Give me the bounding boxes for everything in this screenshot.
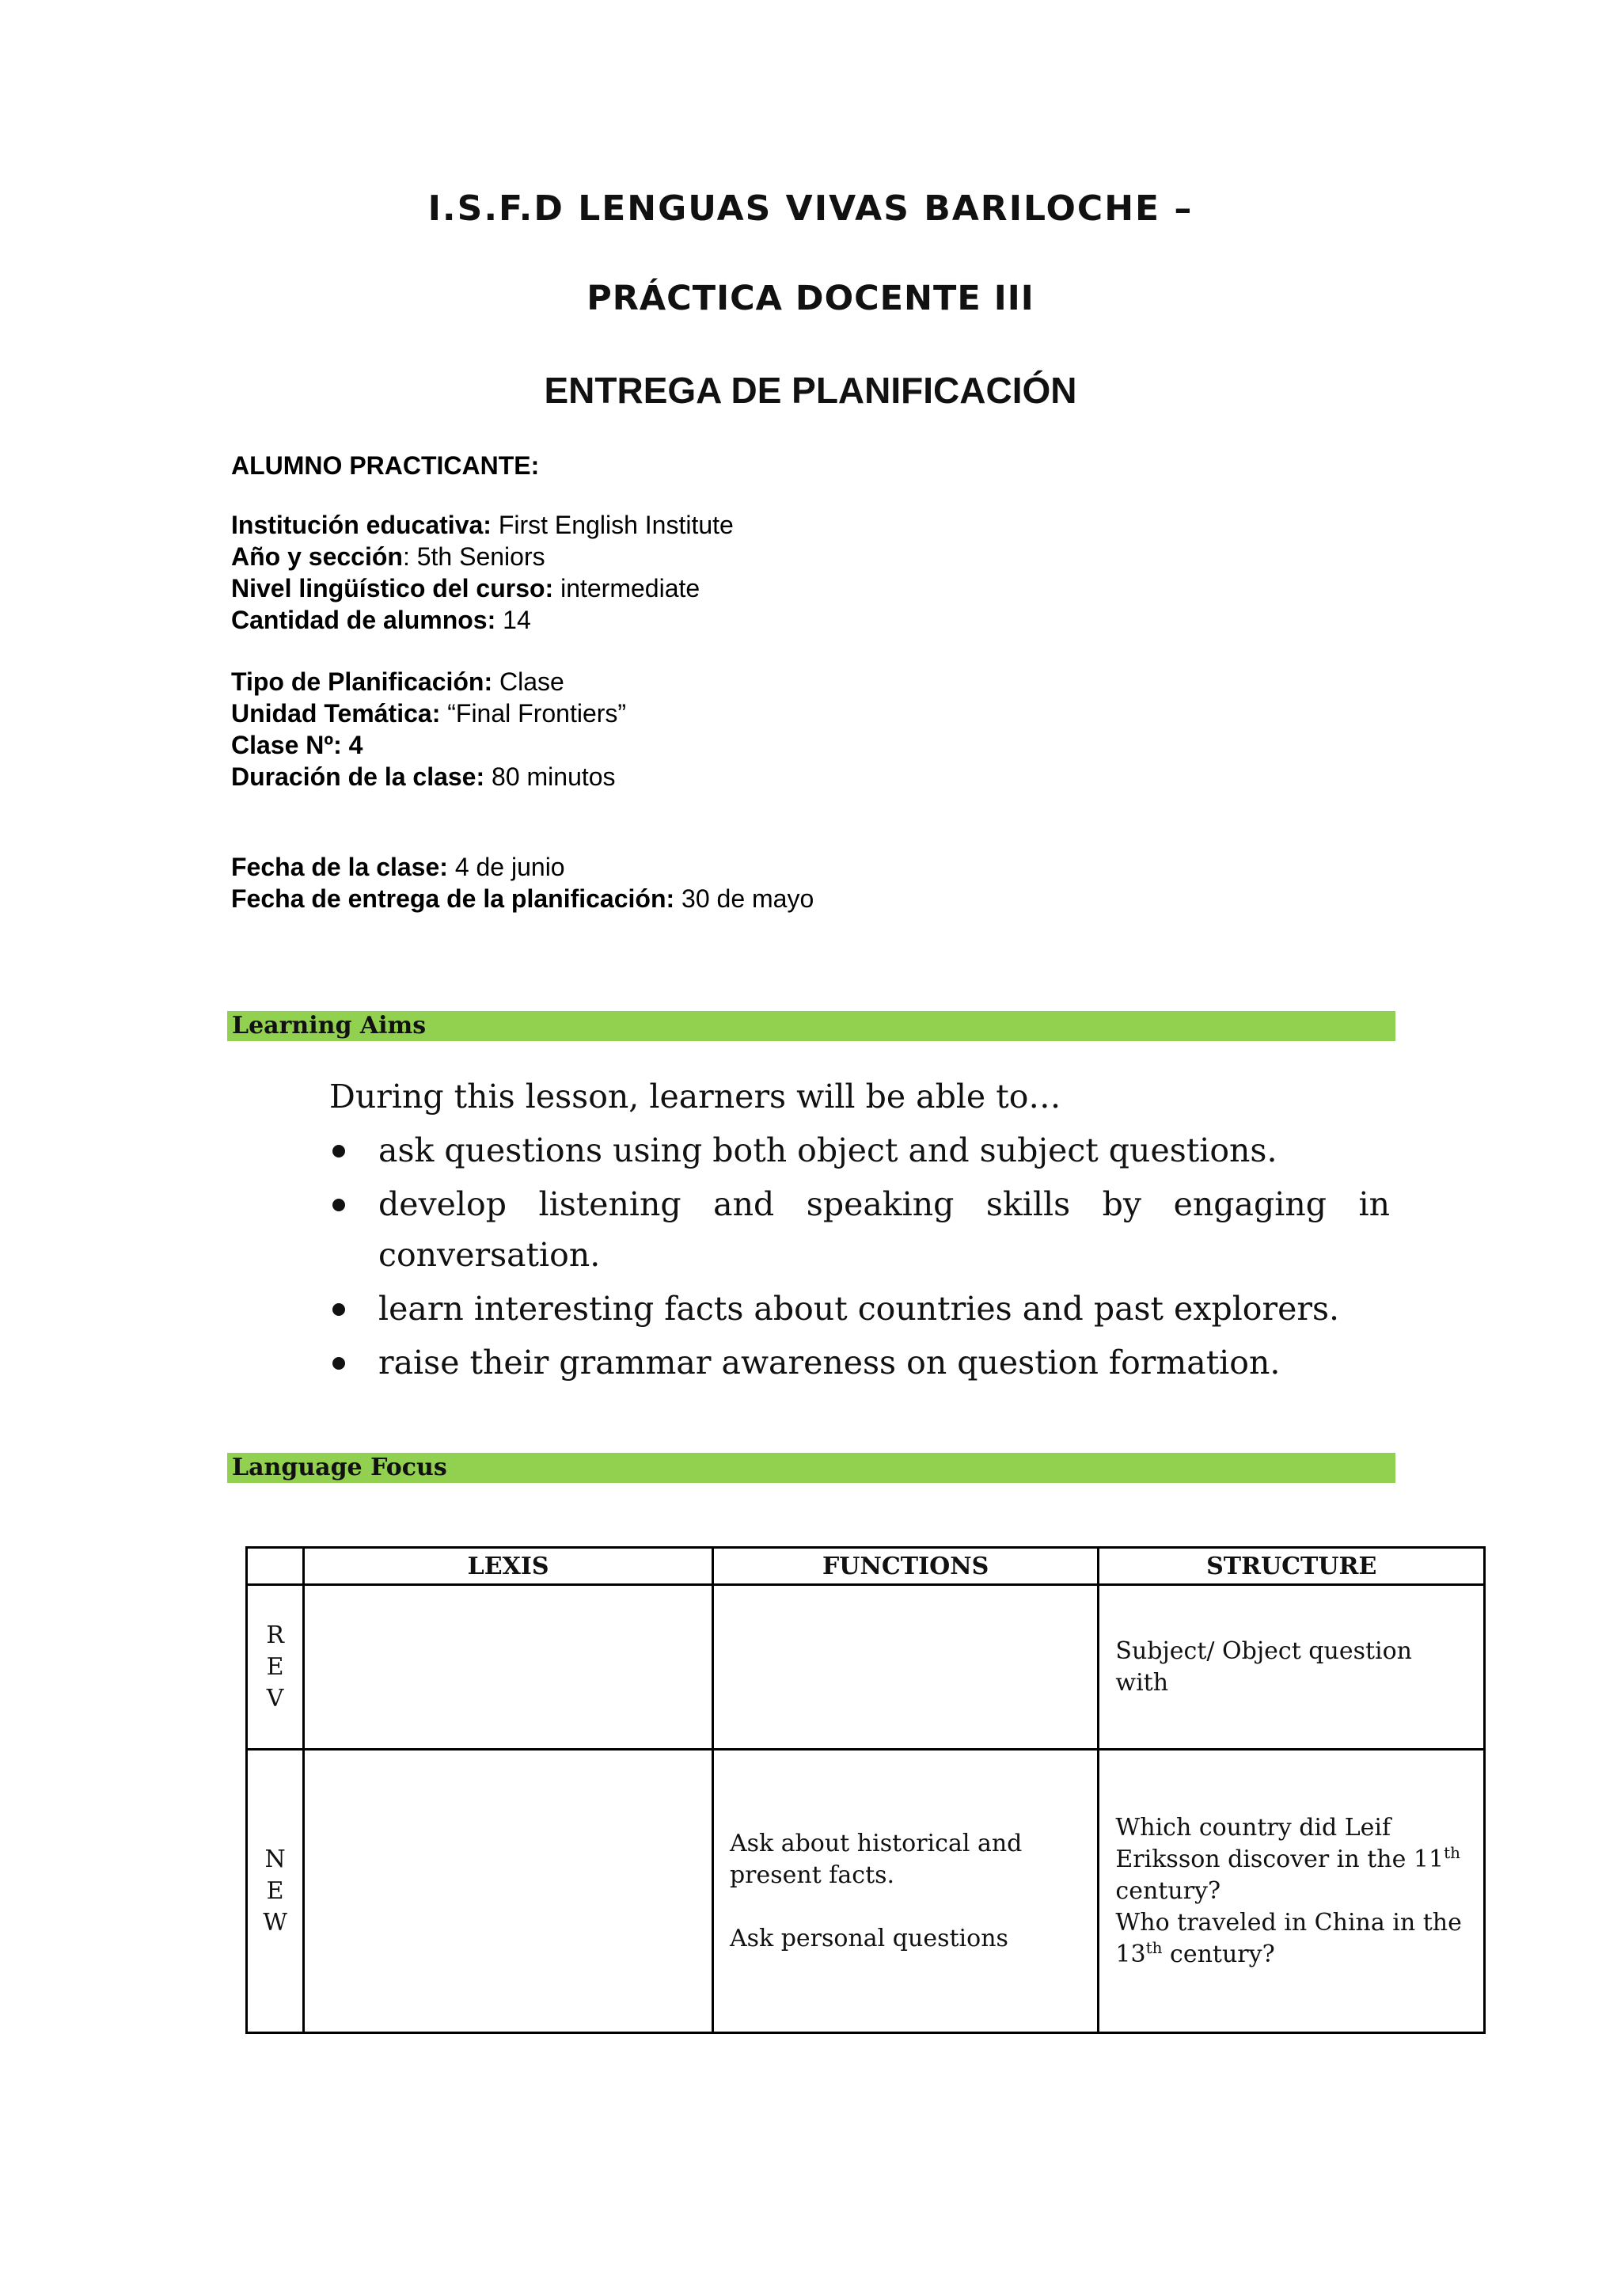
language-focus-heading: Language Focus — [227, 1453, 1395, 1483]
row-label-new: N E W — [247, 1750, 304, 2033]
learning-aims-heading: Learning Aims — [227, 1011, 1395, 1041]
student-label-block — [231, 450, 539, 481]
course-title: PRÁCTICA DOCENTE III — [587, 279, 1034, 318]
column-header-lexis: LEXIS — [304, 1548, 713, 1585]
language-focus-table — [245, 1546, 1486, 2034]
table-row-rev — [247, 1585, 1485, 1750]
bullet-icon — [332, 1303, 345, 1316]
table-corner-cell — [247, 1548, 304, 1585]
institution-title: I.S.F.D LENGUAS VIVAS BARILOCHE – — [427, 188, 1194, 229]
column-header-functions: FUNCTIONS — [712, 1548, 1098, 1585]
course-info — [231, 509, 734, 636]
field-year-section: Año y sección: 5th Seniors — [231, 542, 545, 571]
function-item: Ask about historical and present facts. — [729, 1829, 1023, 1889]
field-students: Cantidad de alumnos: 14 — [231, 606, 531, 634]
aim-item: develop listening and speaking skills by engaging in conversation. — [329, 1179, 1390, 1280]
bullet-icon — [332, 1357, 345, 1370]
function-item: Ask personal questions — [729, 1924, 1008, 1952]
planning-info — [231, 666, 626, 793]
bullet-icon — [332, 1145, 345, 1158]
new-structure-cell — [1099, 1750, 1485, 2033]
rev-structure-cell: Subject/ Object question with — [1099, 1585, 1485, 1750]
rev-lexis-cell — [304, 1585, 713, 1750]
structure-example: Which country did Leif Eriksson discover in the 11th century? — [1115, 1813, 1460, 1905]
field-delivery-date: Fecha de entrega de la planificación: 30 de mayo — [231, 884, 814, 913]
table-header-row — [247, 1548, 1485, 1585]
aim-item: raise their grammar awareness on question formation. — [329, 1337, 1390, 1388]
document-title: ENTREGA DE PLANIFICACIÓN — [544, 370, 1077, 411]
column-header-structure: STRUCTURE — [1099, 1548, 1485, 1585]
field-class-number: Clase Nº: 4 — [231, 731, 363, 759]
learning-aims-list — [329, 1073, 1390, 1391]
student-label: ALUMNO PRACTICANTE: — [231, 451, 540, 480]
structure-example: Who traveled in China in the 13th century? — [1115, 1908, 1462, 1968]
rev-functions-cell — [712, 1585, 1098, 1750]
field-institution: Institución educativa: First English Institute — [231, 511, 734, 539]
field-level: Nivel lingüístico del curso: intermediate — [231, 574, 700, 603]
aim-item: learn interesting facts about countries and past explorers. — [329, 1283, 1390, 1334]
row-label-rev: R E V — [247, 1585, 304, 1750]
aim-item: ask questions using both object and subject questions. — [329, 1125, 1390, 1176]
field-class-date: Fecha de la clase: 4 de junio — [231, 853, 565, 881]
dates-info — [231, 851, 814, 914]
field-planning-type: Tipo de Planificación: Clase — [231, 667, 564, 696]
table-row-new — [247, 1750, 1485, 2033]
field-unit: Unidad Temática: “Final Frontiers” — [231, 699, 627, 728]
bullet-icon — [332, 1199, 345, 1211]
aims-intro: During this lesson, learners will be able to… — [329, 1078, 1061, 1116]
field-duration: Duración de la clase: 80 minutos — [231, 762, 616, 791]
new-lexis-cell — [304, 1750, 713, 2033]
new-functions-cell — [712, 1750, 1098, 2033]
